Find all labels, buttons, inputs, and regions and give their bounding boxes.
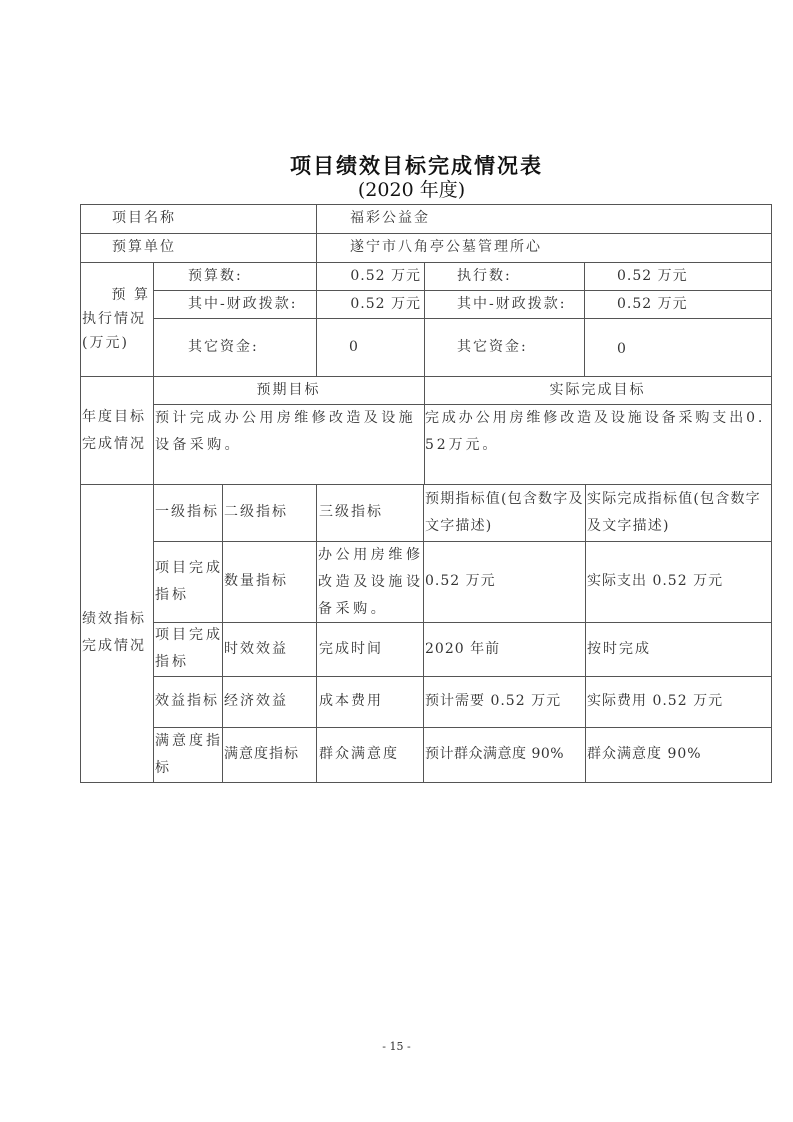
actual-goal-text: 完成办公用房维修改造及设施设备采购支出0.52万元。 — [425, 410, 766, 453]
fiscal-value-right: 0.52 万元 — [617, 296, 688, 312]
col-divider — [424, 262, 425, 376]
row2-level3: 完成时间 — [319, 641, 383, 657]
col-divider — [423, 484, 424, 783]
row2-expected: 2020 年前 — [425, 641, 501, 657]
exec-amount-value: 0.52 万元 — [617, 268, 688, 284]
row4-level3: 群众满意度 — [319, 746, 399, 762]
table-border-bottom — [80, 782, 772, 783]
budget-section-label-line2: 执行情况 — [82, 311, 146, 327]
row4-expected: 预计群众满意度 90% — [425, 746, 565, 762]
indicators-section-label — [82, 606, 152, 660]
row3-level2: 经济效益 — [224, 693, 288, 709]
budget-amount-label: 预算数: — [188, 268, 243, 284]
col-divider — [316, 204, 317, 262]
budget-amount-value: 0.52 万元 — [350, 268, 421, 284]
annual-goal-label-line2: 完成情况 — [82, 436, 146, 452]
row1-level1: 项目完成指标 — [155, 560, 223, 603]
budget-section-label-line1: 预 算 — [111, 287, 150, 303]
col-divider — [316, 484, 317, 783]
expected-goal-header: 预期目标 — [256, 382, 321, 398]
project-name-value: 福彩公益金 — [350, 210, 430, 226]
budget-section-label-line3: (万元) — [82, 335, 129, 351]
other-funds-label-left: 其它资金: — [188, 339, 259, 355]
annual-goal-section-label — [82, 404, 152, 458]
row3-level1: 效益指标 — [155, 693, 219, 709]
row1-level3: 办公用房维修改造及设施设备采购。 — [318, 547, 424, 617]
row3-level3: 成本费用 — [319, 693, 383, 709]
row4-level1: 满意度指标 — [155, 733, 223, 776]
other-funds-label-right: 其它资金: — [457, 339, 528, 355]
budget-unit-value: 遂宁市八角亭公墓管理所心 — [350, 239, 542, 255]
row2-level1: 项目完成指标 — [155, 627, 223, 670]
header-actual-value: 实际完成指标值(包含数字及文字描述) — [587, 491, 761, 534]
col-divider — [153, 262, 154, 783]
budget-section-label — [82, 283, 152, 355]
header-level2: 二级指标 — [224, 504, 288, 520]
actual-goal-header: 实际完成目标 — [549, 382, 646, 398]
expected-goal-text: 预计完成办公用房维修改造及设施设备采购。 — [155, 410, 416, 453]
exec-amount-label: 执行数: — [457, 268, 512, 284]
annual-goal-label-line1: 年度目标 — [82, 409, 146, 425]
fiscal-value-left: 0.52 万元 — [350, 296, 421, 312]
row1-expected: 0.52 万元 — [425, 573, 496, 589]
header-expected-value: 预期指标值(包含数字及文字描述) — [425, 491, 584, 534]
other-funds-value-left: 0 — [349, 339, 360, 355]
page-title: 项目绩效目标完成情况表 — [290, 154, 543, 178]
row2-actual: 按时完成 — [587, 641, 651, 657]
page-number: - 15 - — [382, 1040, 411, 1053]
col-divider — [584, 262, 585, 376]
table-border-left — [80, 204, 81, 783]
row4-level2: 满意度指标 — [224, 746, 299, 762]
budget-unit-label: 预算单位 — [112, 239, 176, 255]
row1-actual: 实际支出 0.52 万元 — [587, 573, 724, 589]
fiscal-label-left: 其中-财政拨款: — [188, 296, 298, 312]
row1-level2: 数量指标 — [224, 573, 288, 589]
header-level3: 三级指标 — [319, 504, 383, 520]
fiscal-label-right: 其中-财政拨款: — [457, 296, 567, 312]
other-funds-value-right: 0 — [617, 341, 628, 357]
indicators-label-line2: 完成情况 — [82, 638, 146, 654]
header-level1: 一级指标 — [155, 504, 219, 520]
row3-actual: 实际费用 0.52 万元 — [587, 693, 724, 709]
indicators-label-line1: 绩效指标 — [82, 611, 146, 627]
project-name-label: 项目名称 — [112, 210, 176, 226]
row3-expected: 预计需要 0.52 万元 — [425, 693, 562, 709]
page-subtitle: (2020 年度) — [357, 179, 466, 201]
row2-level2: 时效效益 — [224, 641, 288, 657]
row4-actual: 群众满意度 90% — [587, 746, 702, 762]
